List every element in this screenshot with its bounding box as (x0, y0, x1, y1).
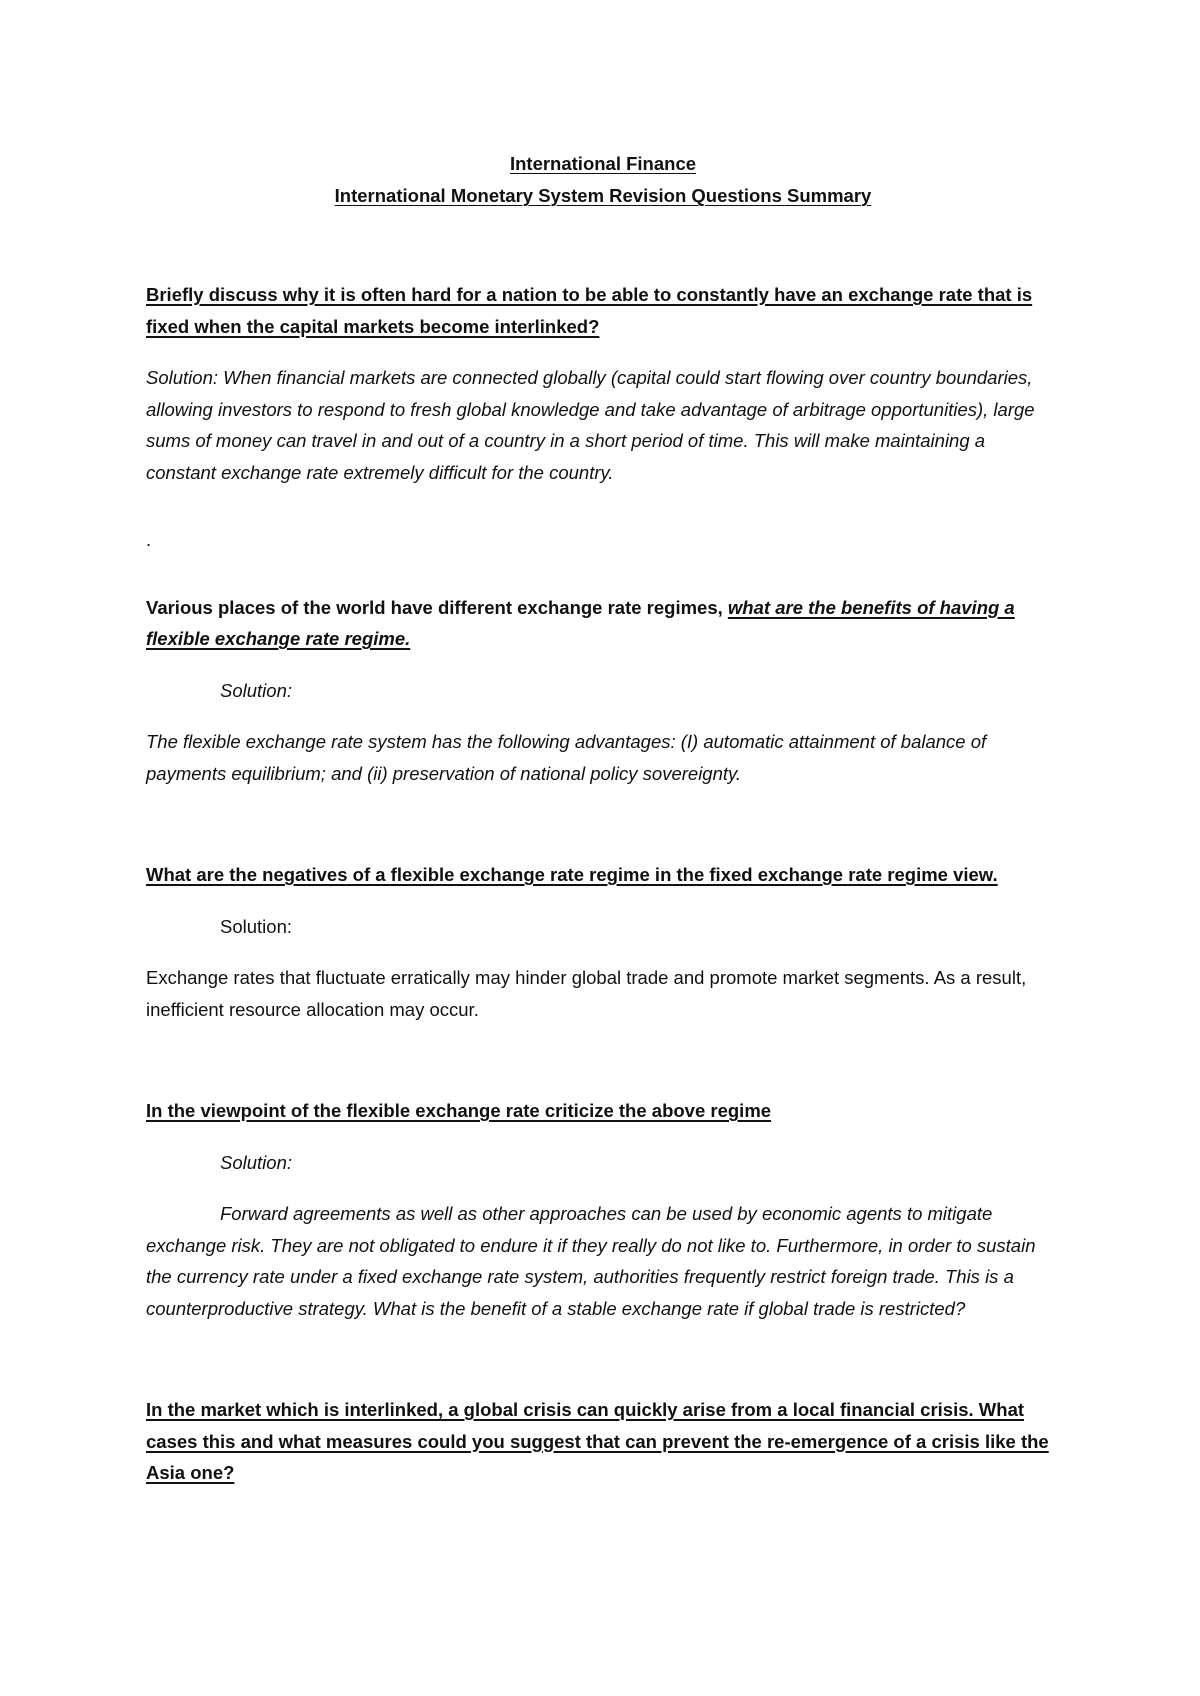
answer-3: Exchange rates that fluctuate erratically may hinder global trade and promote market segments. As a result, inefficient resource allocation may occur. (146, 967, 1027, 1020)
answer-4: Forward agreements as well as other approaches can be used by economic agents to mitigate exchange risk. They are not obligated to endure it if they really do not like to. Furthermore, in order to sustain the currency rate under a fixed exchange rate system, authorities frequently restrict foreign trade. This is a counterproductive strategy. What is the benefit of a stable exchange rate if global trade is restricted? (146, 1203, 1036, 1319)
separator-dot: . (146, 529, 152, 550)
document-title: International Finance (509, 153, 697, 174)
question-2 (146, 592, 1060, 655)
answer-1: Solution: When financial markets are connected globally (capital could start flowing over country boundaries, allowing investors to respond to fresh global knowledge and take advantage of arbitrage opportunities), large sums of money can travel in and out of a country in a short period of time. This will make maintaining a constant exchange rate extremely difficult for the country. (146, 367, 1035, 483)
solution-label-3: Solution: (220, 915, 292, 937)
question-1: Briefly discuss why it is often hard for a nation to be able to constantly have an exchange rate that is fixed when the capital markets become interlinked? (146, 284, 1033, 337)
solution-label-4: Solution: (220, 1151, 292, 1173)
question-5: In the market which is interlinked, a global crisis can quickly arise from a local financial crisis. What cases this and what measures could you suggest that can prevent the re-emergence of a crisis like the Asia one? (146, 1399, 1049, 1483)
question-3: What are the negatives of a flexible exchange rate regime in the fixed exchange rate regime view. (146, 864, 998, 885)
question-2-plain: Various places of the world have different exchange rate regimes, (146, 596, 728, 618)
question-2-emphasis: what are the benefits of having a flexible exchange rate regime. (146, 596, 1015, 649)
answer-2: The flexible exchange rate system has the following advantages: (I) automatic attainment of balance of payments equilibrium; and (ii) preservation of national policy sovereignty. (146, 731, 987, 784)
document-subtitle: International Monetary System Revision Questions Summary (334, 184, 872, 206)
question-4: In the viewpoint of the flexible exchange rate criticize the above regime (146, 1100, 772, 1121)
solution-label-2: Solution: (220, 679, 292, 701)
